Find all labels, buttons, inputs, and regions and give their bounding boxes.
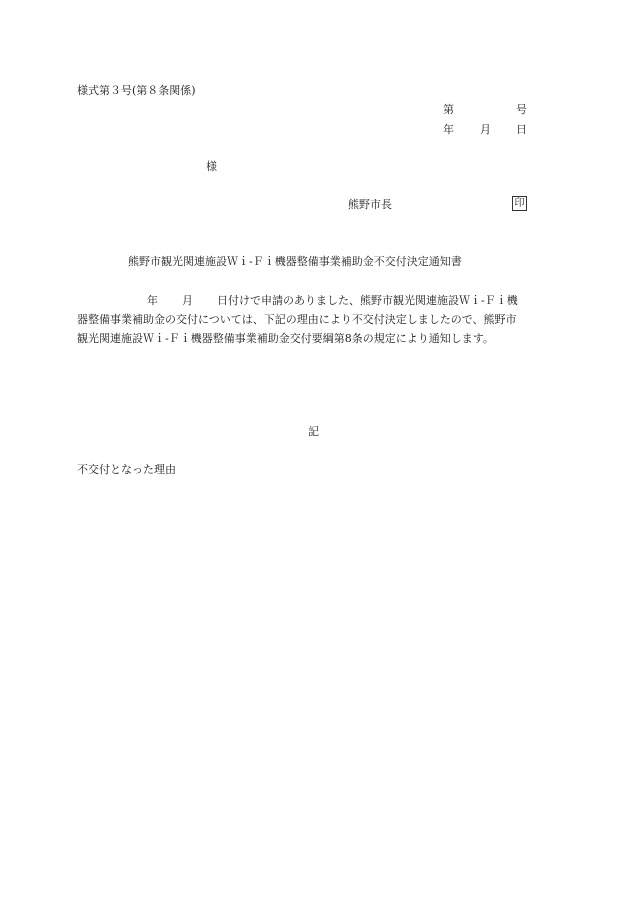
seal-stamp-box: 印 xyxy=(512,196,527,211)
body-paragraph xyxy=(77,291,553,348)
body-month: 月 xyxy=(182,294,193,307)
body-line-1-text: 日付けで申請のありました、熊野市観光関連施設Ｗｉ‐Ｆｉ機 xyxy=(217,294,518,307)
issuer-name: 熊野市長 xyxy=(348,198,392,211)
form-number-label: 様式第３号(第８条関係) xyxy=(77,84,196,97)
number-suffix: 号 xyxy=(516,103,527,116)
body-line-3: 観光関連施設Ｗｉ‐Ｆｉ機器整備事業補助金交付要綱第8条の規定により通知します。 xyxy=(77,332,494,345)
date-year: 年 xyxy=(443,123,454,136)
date-month: 月 xyxy=(480,123,491,136)
ki-heading: 記 xyxy=(308,425,319,438)
date-day: 日 xyxy=(516,123,527,136)
body-line-2: 器整備事業補助金の交付については、下記の理由により不交付決定しましたので、熊野市 xyxy=(77,313,517,326)
number-prefix: 第 xyxy=(443,103,454,116)
addressee-honorific: 様 xyxy=(206,160,217,173)
body-line-1 xyxy=(77,291,553,310)
document-title: 熊野市観光関連施設Ｗｉ‐Ｆｉ機器整備事業補助金不交付決定通知書 xyxy=(128,255,462,268)
reason-label: 不交付となった理由 xyxy=(77,463,176,476)
body-year: 年 xyxy=(147,294,158,307)
